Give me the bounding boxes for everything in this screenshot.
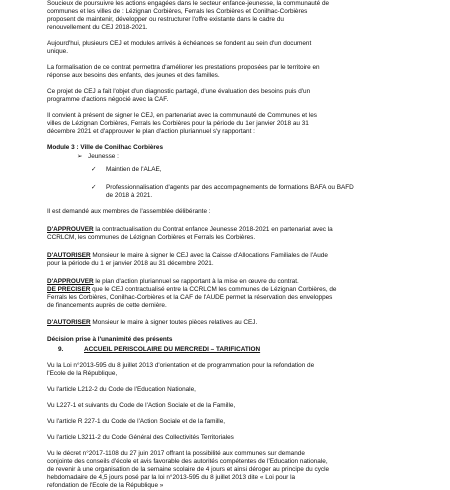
vu-2: Vu l'article L212-2 du Code de l'Education Nationale, (47, 386, 196, 393)
decision-4-line-3: de financements auprès de cette dernière. (47, 302, 167, 309)
decision-3-text: le plan d'action pluriannuel se rapportant à la mise en œuvre du contrat. (93, 278, 299, 285)
decision-5-text: Monsieur le maire à signer toutes pièces relatives au CEJ. (90, 319, 258, 326)
bullet-item-1: Maintien de l'ALAE, (106, 166, 162, 173)
vu-6-line-2: conjointe des conseils d'école et avis favorable des autorités compétentes de l'Education nationale, (47, 458, 328, 465)
jeunesse-label: Jeunesse : (88, 153, 119, 160)
section-title: ACCUEIL PERISCOLAIRE DU MERCREDI – TARIFICATION (84, 346, 261, 353)
paragraph-2-line-2: unique. (47, 48, 68, 55)
vu-6-line-3: de revenir à une organisation de la semaine scolaire de 4 jours et ainsi déroger au principe du cycle (47, 466, 330, 473)
paragraph-3-line-2: réponse aux besoins des enfants, des jeunes et des familles. (47, 72, 220, 79)
paragraph-5-line-2: villes de Lézignan Corbières, Ferrals les Corbières pour la période du 1er janvier 2018 au 31 (47, 120, 309, 127)
paragraph-2-line-1: Aujourd'hui, plusieurs CEJ et modules arrivés à échéances se fondent au sein d'un document (47, 40, 312, 47)
bullet-item-2-continued: de 2018 à 2021. (106, 192, 153, 199)
intro-line-2: communes et les villes de : Lézignan Corbières, Ferrals les Corbières et Conilhac-Corbières (47, 8, 308, 15)
intro-line-4: renouvellement du CEJ 2018-2021. (47, 24, 148, 31)
section-number: 9. (58, 346, 64, 353)
decision-4-keyword: DE PRECISER (47, 286, 91, 293)
decision-2-line-2: pour la période du 1 er janvier 2018 au 31 décembre 2021. (47, 260, 214, 267)
decision-1-keyword: D'APPROUVER (47, 226, 94, 233)
decision-3-keyword: D'APPROUVER (47, 278, 94, 285)
module-heading: Module 3 : Ville de Conilhac Corbières (47, 144, 164, 151)
vu-1-line-1: Vu la Loi n°2013-595 du 8 juillet 2013 d'orientation et de programmation pour la refondation de (47, 362, 315, 369)
decision-5-line-1 (47, 319, 257, 327)
decision-1-line-2: CCRLCM, les communes de Lézignan Corbières et Ferrals les Corbières. (47, 234, 256, 241)
check-bullet-icon: ✓ (91, 184, 97, 191)
bullet-item-2: Professionnalisation d'agents par des accompagnements de formations BAFA ou BAFD (106, 184, 354, 191)
decision-4-line-2: Ferrals les Corbières, Conilhac-Corbières et la CAF de l'AUDE permet la réservation des enveloppes (47, 294, 333, 301)
paragraph-4-line-2: programme d'actions négocié avec la CAF. (47, 96, 169, 103)
vu-6-line-5: refondation de l'Ecole de la République » (47, 482, 164, 489)
paragraph-5-line-1: Il convient à présent de signer le CEJ, en partenariat avec la communauté de Communes et les (47, 112, 317, 119)
decision-2-keyword: D'AUTORISER (47, 252, 91, 259)
intro-line-3: proposent de maintenir, développer ou restructurer l'offre existante dans le cadre du (47, 16, 284, 23)
paragraph-4-line-1: Ce projet de CEJ a fait l'objet d'un diagnostic partagé, d'une évaluation des besoins puis d'un (47, 88, 311, 95)
decision-unanimity: Décision prise à l'unanimité des présents (47, 336, 173, 343)
decision-4-text: que le CEJ contractualisé entre la CCRLCM les communes de Lézignan Corbières, de (90, 286, 337, 293)
decision-5-keyword: D'AUTORISER (47, 319, 91, 326)
members-intro: Il est demandé aux membres de l'assemblée délibérante : (47, 208, 211, 215)
intro-line-1: Soucieux de poursuivre les actions engagées dans le secteur enfance-jeunesse, la communauté de (47, 0, 330, 7)
arrow-bullet-icon: ➢ (77, 153, 83, 160)
decision-2-text: Monsieur le maire à signer le CEJ avec la Caisse d'Allocations Familiales de l'Aude (90, 252, 328, 259)
decision-1-text: la contractualisation du Contrat enfance Jeunesse 2018-2021 en partenariat avec la (93, 226, 333, 233)
paragraph-5-line-3: décembre 2021 et d'approuver le plan d'action pluriannuel s'y rapportant : (47, 128, 255, 135)
vu-3: Vu L227-1 et suivants du Code de l'Action Sociale et de la Famille, (47, 402, 236, 409)
vu-6-line-4: hebdomadaire de 4,5 jours posé par la loi n°2013-595 du 8 juillet 2013 dite « Loi pour la (47, 474, 296, 481)
vu-6-line-1: Vu le décret n°2017-1108 du 27 juin 2017 offrant la possibilité aux communes sur demande (47, 450, 305, 457)
check-bullet-icon: ✓ (91, 166, 97, 173)
paragraph-3-line-1: La formalisation de ce contrat permettra d'améliorer les prestations proposées par le territoire en (47, 64, 320, 71)
vu-4: Vu l'article R 227-1 du Code de l'Action Sociale et de la famille, (47, 418, 226, 425)
vu-5: Vu l'article L3211-2 du Code Général des Collectivités Territoriales (47, 434, 234, 441)
vu-1-line-2: l'Ecole de la République, (47, 370, 118, 377)
